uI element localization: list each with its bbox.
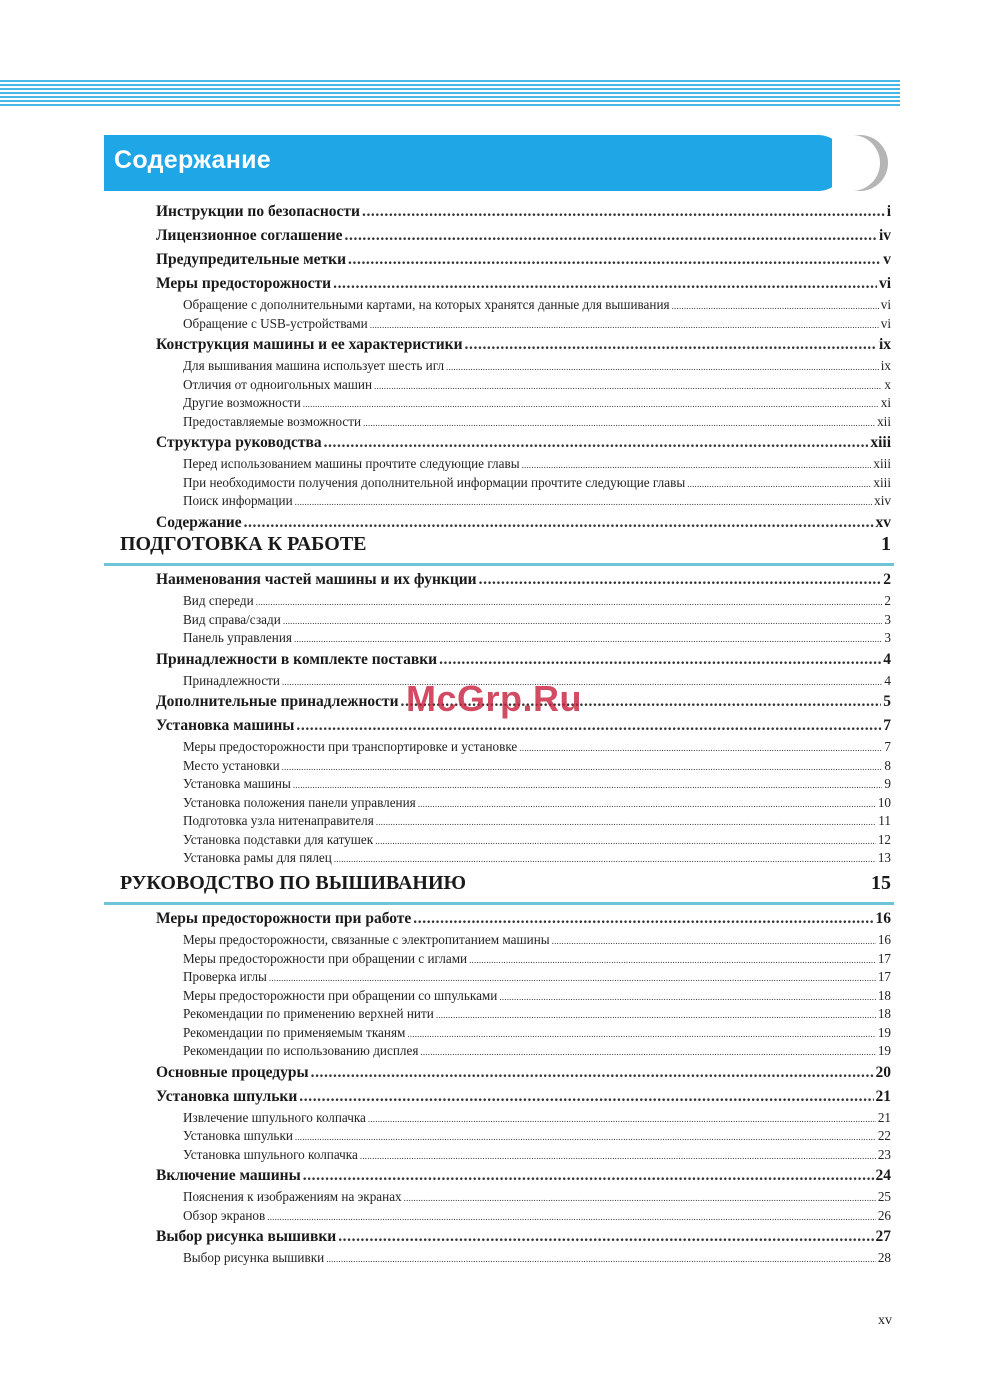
toc-subentry[interactable] [183,969,891,987]
toc-dot-leader [362,203,885,221]
toc-subentry[interactable] [183,951,891,969]
toc-entry-page: 24 [875,1167,891,1184]
toc-dot-leader [465,336,877,354]
toc-entry-page: ix [878,336,891,353]
toc-dot-leader [404,1193,876,1203]
toc-subentry[interactable] [183,395,891,413]
toc-entry-page: 4 [884,672,891,688]
toc-dot-leader [282,677,882,687]
toc-entry-page: xi [880,395,891,410]
toc-entry-title: При необходимости получения дополнительной информации прочтите следующие главы [183,474,686,490]
toc-dot-leader [283,616,883,626]
toc-dot-leader [413,910,873,928]
toc-dot-leader [294,634,882,644]
toc-entry-title: Принадлежности в комплекте поставки [156,650,438,668]
toc-dot-leader [293,780,883,790]
toc-dot-leader [407,1029,875,1039]
toc-entry[interactable] [156,275,891,297]
toc-entry-title: Перед использованием машины прочтите следующие главы [183,456,520,471]
toc-entry-page: ix [880,358,891,373]
toc-subentry[interactable] [183,758,891,776]
toc-dot-leader [439,651,881,669]
toc-subentry[interactable] [183,593,891,611]
toc-entry-page: xiv [874,493,891,508]
toc-entry[interactable] [156,251,891,273]
toc-entry[interactable] [156,910,891,932]
toc-entry-page: 27 [875,1228,891,1245]
toc-subentry[interactable] [183,1043,891,1061]
page-number: xv [878,1313,892,1328]
toc-entry[interactable] [156,1228,891,1250]
toc-entry-title: Подготовка узла нитенаправителя [183,813,374,828]
toc-entry-page: 8 [884,757,891,773]
toc-dot-leader [295,1132,876,1142]
toc-entry-title: Меры предосторожности, связанные с электропитанием машины [183,932,550,947]
toc-entry-title: Меры предосторожности при транспортировке и установке [183,739,518,754]
toc-entry-title: Отличия от одноигольных машин [183,376,373,392]
toc-dot-leader [244,514,874,532]
toc-subentry[interactable] [183,297,891,315]
section-title: ПОДГОТОВКА К РАБОТЕ [120,533,367,555]
toc-entry-page: 25 [877,1189,891,1204]
toc-entry[interactable] [156,227,891,249]
toc-dot-leader [420,1047,875,1057]
toc-subentry[interactable] [183,932,891,950]
toc-entry-title: Инструкции по безопасности [156,203,360,220]
toc-entry-page: 12 [877,831,891,847]
toc-entry-title: Панель управления [183,630,292,645]
toc-subentry[interactable] [183,795,891,813]
toc-entry-title: Установка положения панели управления [183,794,416,810]
toc-entry-page: 10 [877,794,891,810]
toc-dot-leader [368,1114,876,1124]
toc-entry-title: Установка подставки для катушек [183,831,374,847]
toc-subentry[interactable] [183,813,891,831]
toc-subentry[interactable] [183,358,891,376]
toc-subentry[interactable] [183,739,891,757]
toc-entry-page: 19 [877,1024,891,1040]
toc-entry-page: 9 [884,776,891,791]
toc-dot-leader [360,1151,876,1161]
toc-entry[interactable] [156,203,891,225]
toc-entry-page: 2 [883,571,891,588]
toc-entry-page: 11 [878,813,891,828]
toc-entry[interactable] [156,717,891,739]
toc-subentry[interactable] [183,1128,891,1146]
toc-entry-title: Установка рамы для пялец [183,850,332,865]
section-page: 1 [881,533,891,555]
toc-subentry[interactable] [183,850,891,868]
toc-entry-title: Меры предосторожности при обращении со шпульками [183,987,498,1003]
toc-entry-page: 7 [884,739,891,754]
toc-entry-title: Установка машины [183,776,291,791]
toc-entry-title: Наименования частей машины и их функции [156,571,477,588]
toc-dot-leader [333,275,877,293]
toc-dot-leader [267,1212,876,1222]
toc-subentry[interactable] [183,414,891,432]
toc-entry-title: Установка машины [156,717,295,734]
toc-dot-leader [326,1254,876,1264]
toc-entry-title: Обзор экранов [183,1207,266,1223]
toc-dot-leader [687,479,871,489]
toc-entry-page: xiii [873,474,891,490]
toc-entry-title: Предоставляемые возможности [183,413,362,429]
toc-entry-title: Выбор рисунка вышивки [183,1250,325,1265]
toc-entry-title: Вид справа/сзади [183,611,281,627]
toc-entry-title: Обращение с дополнительными картами, на которых хранятся данные для вышивания [183,297,670,312]
toc-dot-leader [324,434,869,452]
toc-entry-page: 17 [877,950,891,966]
toc-subentry[interactable] [183,1208,891,1226]
toc-entry-title: Структура руководства [156,434,322,451]
toc-entry-page: vi [878,275,891,292]
toc-dot-leader [338,1228,873,1246]
toc-subentry[interactable] [183,1147,891,1165]
toc-entry-title: Рекомендации по применению верхней нити [183,1006,434,1021]
toc-entry-title: Установка шпульного колпачка [183,1146,358,1162]
toc-subentry[interactable] [183,456,891,474]
toc-entry-page: xii [877,413,891,429]
toc-subentry[interactable] [183,1006,891,1024]
toc-subentry[interactable] [183,612,891,630]
toc-entry-page: 20 [875,1063,891,1081]
toc-entry-title: Основные процедуры [156,1063,309,1081]
section-page: 15 [871,872,891,894]
toc-entry-title: Для вышивания машина использует шесть игл [183,358,445,373]
toc-subentry[interactable] [183,475,891,493]
toc-entry[interactable] [156,571,891,593]
toc-entry-page: 21 [877,1109,891,1125]
toc-dot-leader [299,1088,873,1106]
toc-entry[interactable] [156,1167,891,1189]
toc-dot-leader [376,817,877,827]
toc-entry-title: Поиск информации [183,493,293,508]
toc-subentry[interactable] [183,988,891,1006]
toc-dot-leader [296,717,881,735]
toc-entry-page: 17 [877,969,891,984]
toc-subentry[interactable] [183,1110,891,1128]
toc-entry-page: 22 [877,1128,891,1143]
toc-entry-title: Меры предосторожности [156,275,332,292]
toc-entry-page: 18 [877,1006,891,1021]
toc-dot-leader [348,251,881,269]
toc-dot-leader [672,301,879,311]
toc-entry-page: 5 [883,693,891,710]
section-heading[interactable] [120,533,891,556]
toc-entry-page: v [883,251,891,268]
watermark: McGrp.Ru [406,678,583,719]
toc-dot-leader [345,227,877,245]
toc-entry-page: xv [875,513,891,531]
toc-dot-leader [418,799,876,809]
toc-subentry[interactable] [183,832,891,850]
toc-entry-title: Лицензионное соглашение [156,227,343,244]
toc-entry-page: 3 [884,611,891,627]
toc-entry-title: Выбор рисунка вышивки [156,1228,337,1245]
toc-dot-leader [469,955,876,965]
toc-entry-page: i [886,203,891,220]
toc-entry-page: x [884,376,891,392]
toc-entry-page: 16 [877,932,891,947]
toc-entry-page: iv [878,227,891,244]
toc-entry[interactable] [156,1088,891,1110]
toc-entry[interactable] [156,651,891,673]
toc-subentry[interactable] [183,776,891,794]
toc-entry-title: Извлечение шпульного колпачка [183,1109,366,1125]
toc-entry-title: Меры предосторожности при работе [156,910,412,927]
section-divider [104,563,894,566]
toc-entry-page: 2 [884,593,891,608]
toc-entry-page: 19 [877,1043,891,1058]
toc-dot-leader [256,597,883,607]
toc-entry-page: 16 [875,910,891,927]
toc-entry-title: Установка шпульки [183,1128,293,1143]
toc-entry-page: 23 [877,1146,891,1162]
toc-dot-leader [370,320,879,330]
toc-subentry[interactable] [183,630,891,648]
toc-entry-title: Обращение с USB-устройствами [183,315,368,331]
toc-dot-leader [311,1064,874,1082]
toc-entry-title: Включение машины [156,1167,301,1184]
toc-entry-page: 3 [884,630,891,645]
toc-dot-leader [374,381,882,391]
toc-entry[interactable] [156,434,891,456]
toc-dot-leader [303,399,879,409]
toc-entry-page: 7 [883,717,891,734]
toc-entry-title: Принадлежности [183,672,280,688]
toc-dot-leader [282,762,883,772]
toc-entry-page: xiii [873,456,891,471]
toc-entry-title: Конструкция машины и ее характеристики [156,336,463,353]
toc-entry-page: 18 [877,987,891,1003]
toc-entry-page: 28 [877,1250,891,1265]
toc-dot-leader [519,743,882,753]
toc-dot-leader [303,1167,874,1185]
toc-entry[interactable] [156,336,891,358]
toc-dot-leader [363,418,875,428]
toc-dot-leader [334,854,876,864]
toc-dot-leader [269,973,876,983]
toc-entry-page: vi [880,297,891,312]
toc-entry-title: Место установки [183,757,280,773]
toc-subentry[interactable] [183,493,891,511]
toc-subentry[interactable] [183,316,891,334]
toc-dot-leader [295,497,872,507]
toc-subentry[interactable] [183,377,891,395]
section-title: РУКОВОДСТВО ПО ВЫШИВАНИЮ [120,872,467,894]
toc-dot-leader [375,836,876,846]
toc-entry-page: vi [880,315,891,331]
toc-entry-page: 13 [877,850,891,865]
toc-entry-page: 21 [875,1087,891,1105]
toc-entry-title: Другие возможности [183,395,301,410]
toc-dot-leader [499,992,875,1002]
toc-entry-title: Рекомендации по применяемым тканям [183,1024,406,1040]
toc-entry-title: Вид спереди [183,593,254,608]
toc-entry-title: Предупредительные метки [156,251,347,268]
toc-entry-page: 4 [883,650,891,668]
toc-entry-page: xiii [870,434,891,451]
toc-entry-title: Содержание [156,513,242,531]
toc-subentry[interactable] [183,1250,891,1268]
toc-dot-leader [436,1010,876,1020]
page-title: Содержание [114,146,272,174]
toc-entry-title: Дополнительные принадлежности [156,693,399,710]
toc-entry-title: Рекомендации по использованию дисплея [183,1043,419,1058]
toc-dot-leader [552,936,876,946]
toc-entry-title: Установка шпульки [156,1087,298,1105]
section-heading[interactable] [120,872,891,895]
toc-dot-leader [522,460,872,470]
toc-subentry[interactable] [183,1189,891,1207]
toc-dot-leader [446,362,879,372]
toc-entry-title: Проверка иглы [183,969,267,984]
toc-entry-page: 26 [877,1207,891,1223]
toc-entry-title: Меры предосторожности при обращении с иглами [183,950,468,966]
toc-subentry[interactable] [183,1025,891,1043]
section-divider [104,902,894,905]
toc-entry-title: Пояснения к изображениям на экранах [183,1189,402,1204]
toc-dot-leader [479,571,882,589]
toc-entry[interactable] [156,1064,891,1086]
